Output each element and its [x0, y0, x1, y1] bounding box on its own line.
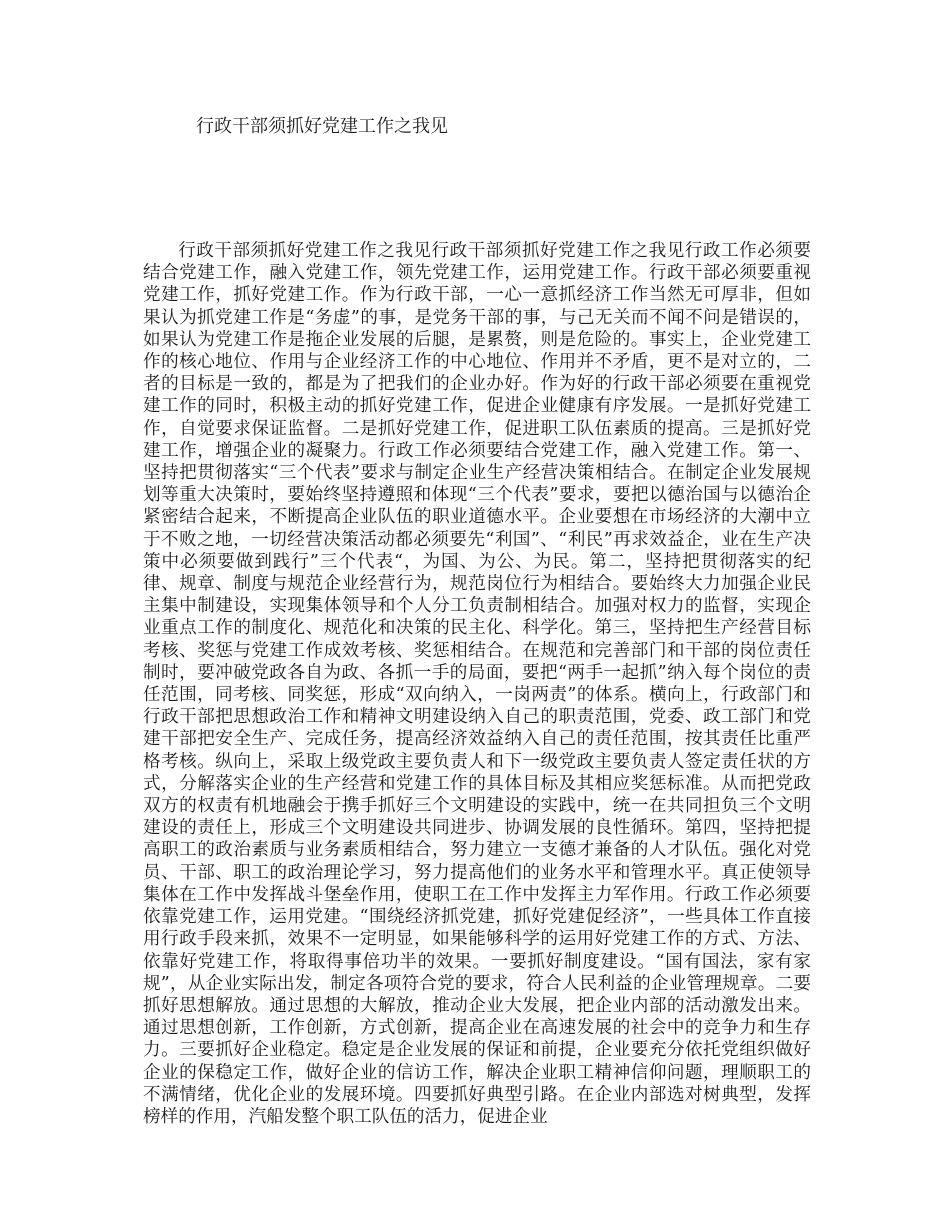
document-title: 行政干部须抓好党建工作之我见 [196, 116, 448, 137]
document-body-paragraph: 行政干部须抓好党建工作之我见行政干部须抓好党建工作之我见行政工作必须要结合党建工作，融入党建工作，领先党建工作，运用党建工作。行政干部必须要重视党建工作，抓好党建工作。作为行政干部，一心一意抓经济工作当然无可厚非，但如果认为抓党建工作是“务虚”的事，是党务干部的事，与己无关而不闻不问是错误的，如果认为党建工作是拖企业发展的后腿，是累赘，则是危险的。事实上，企业党建工作的核心地位、作用与企业经济工作的中心地位、作用并不矛盾，更不是对立的，二者的目标是一致的，都是为了把我们的企业办好。作为好的行政干部必须要在重视党建工作的同时，积极主动的抓好党建工作，促进企业健康有序发展。一是抓好党建工作，自觉要求保证监督。二是抓好党建工作，促进职工队伍素质的提高。三是抓好党建工作，增强企业的凝聚力。行政工作必须要结合党建工作，融入党建工作。第一、坚持把贯彻落实“三个代表”要求与制定企业生产经营决策相结合。在制定企业发展规划等重大决策时，要始终坚持遵照和体现“三个代表”要求，要把以德治国与以德治企紧密结合起来，不断提高企业队伍的职业道德水平。企业要想在市场经济的大潮中立于不败之地，一切经营决策活动都必须要先“利国”、“利民”再求效益企，业在生产决策中必须要做到践行”三个代表“，为国、为公、为民。第二，坚持把贯彻落实的纪律、规章、制度与规范企业经营行为，规范岗位行为相结合。要始终大力加强企业民主集中制建设，实现集体领导和个人分工负责制相结合。加强对权力的监督，实现企业重点工作的制度化、规范化和决策的民主化、科学化。第三，坚持把生产经营目标考核、奖惩与党建工作成效考核、奖惩相结合。在规范和完善部门和干部的岗位责任制时，要冲破党政各自为政、各抓一手的局面，要把“两手一起抓”纳入每个岗位的责任范围，同考核、同奖惩，形成“双向纳入，一岗两责”的体系。横向上，行政部门和行政干部把思想政治工作和精神文明建设纳入自己的职责范围，党委、政工部门和党建干部把安全生产、完成任务，提高经济效益纳入自己的责任范围，按其责任比重严格考核。纵向上，采取上级党政主要负责人和下一级党政主要负责人签定责任状的方式，分解落实企业的生产经营和党建工作的具体目标及其相应奖惩标准。从而把党政双方的权责有机地融会于携手抓好三个文明建设的实践中，统一在共同担负三个文明建设的责任上，形成三个文明建设共同进步、协调发展的良性循环。第四，坚持把提高职工的政治素质与业务素质相结合，努力建立一支德才兼备的人才队伍。强化对党员、干部、职工的政治理论学习，努力提高他们的业务水平和管理水平。真正使领导集体在工作中发挥战斗堡垒作用，使职工在工作中发挥主力军作用。行政工作必须要依靠党建工作，运用党建。“围绕经济抓党建，抓好党建促经济”，一些具体工作直接用行政手段来抓，效果不一定明显，如果能够科学的运用好党建工作的方式、方法、依靠好党建工作，将取得事倍功半的效果。一要抓好制度建设。“国有国法，家有家规”，从企业实际出发，制定各项符合党的要求，符合人民利益的企业管理规章。二要抓好思想解放。通过思想的大解放，推动企业大发展，把企业内部的活动激发出来。通过思想创新，工作创新，方式创新，提高企业在高速发展的社会中的竞争力和生存力。三要抓好企业稳定。稳定是企业发展的保证和前提，企业要充分依托党组织做好企业的保稳定工作，做好企业的信访工作，解决企业职工精神信仰问题，理顺职工的不满情绪，优化企业的发展环境。四要抓好典型引路。在企业内部选对树典型，发挥榜样的作用，汽船发整个职工队伍的活力，促进企业 [143, 241, 811, 1127]
